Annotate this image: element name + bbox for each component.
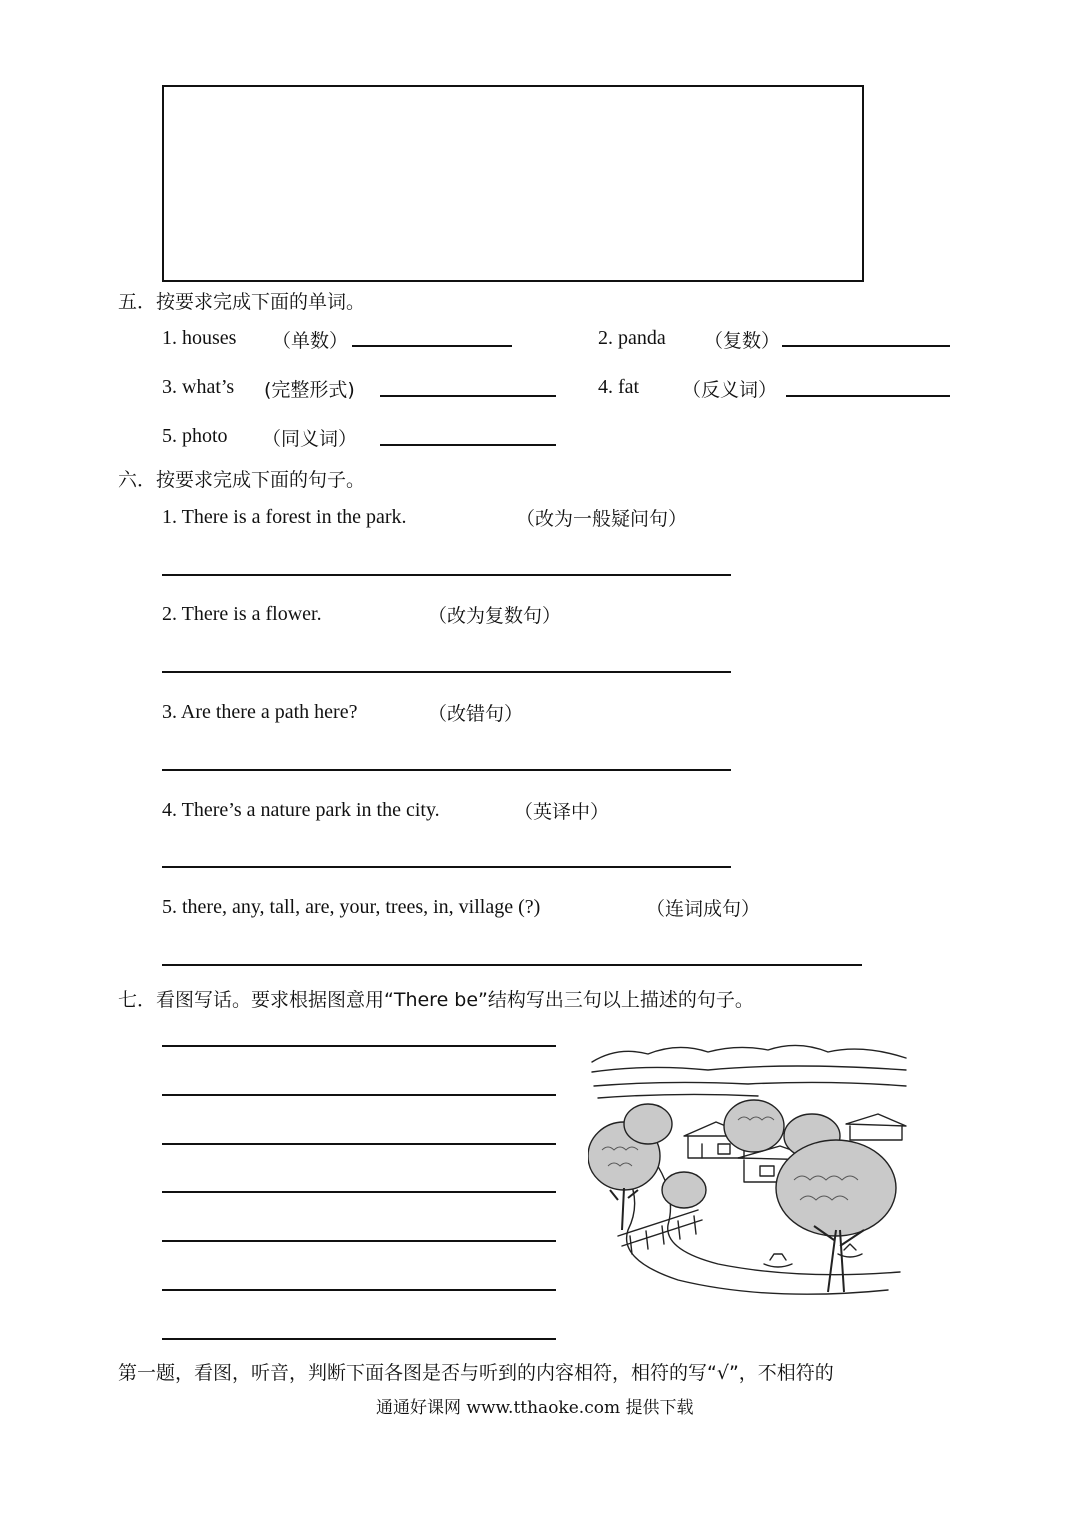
section-7-heading: 七．看图写话。要求根据图意用“There be”结构写出三句以上描述的句子。 xyxy=(118,989,754,1011)
s5-item-3-text: 3. what’s xyxy=(162,376,235,398)
s5-item-4-text: 4. fat xyxy=(598,376,640,398)
s6-item-1-hint: （改为一般疑问句） xyxy=(516,508,688,530)
s5-item-4-blank[interactable] xyxy=(786,395,950,397)
s5-item-1-hint: （单数） xyxy=(272,330,349,352)
s7-answer-line-6[interactable] xyxy=(162,1289,556,1291)
footer-credit: 通通好课网 www.tthaoke.com 提供下载 xyxy=(376,1398,694,1418)
s6-item-4-answer-line[interactable] xyxy=(162,866,731,868)
s7-answer-line-1[interactable] xyxy=(162,1045,556,1047)
s5-item-3-blank[interactable] xyxy=(380,395,556,397)
s5-item-2-text: 2. panda xyxy=(598,327,666,349)
s7-answer-line-7[interactable] xyxy=(162,1338,556,1340)
s6-item-5-text: 5. there, any, tall, are, your, trees, in, village (?) xyxy=(162,896,541,918)
s5-item-1-blank[interactable] xyxy=(352,345,512,347)
s7-answer-line-2[interactable] xyxy=(162,1094,556,1096)
s5-item-5-text: 5. photo xyxy=(162,425,228,447)
s7-answer-line-5[interactable] xyxy=(162,1240,556,1242)
s6-item-4-text: 4. There’s a nature park in the city. xyxy=(162,799,440,821)
section-5-heading: 五．按要求完成下面的单词。 xyxy=(118,291,366,313)
s5-item-5-blank[interactable] xyxy=(380,444,556,446)
s6-item-3-text: 3. Are there a path here? xyxy=(162,701,358,723)
answer-box xyxy=(162,85,864,282)
s6-item-3-hint: （改错句） xyxy=(428,703,524,725)
next-question-text: 第一题，看图，听音，判断下面各图是否与听到的内容相符，相符的写“√”，不相符的 xyxy=(118,1362,834,1384)
s5-item-1-text: 1. houses xyxy=(162,327,237,349)
village-park-illustration xyxy=(588,1040,910,1302)
section-6-heading: 六．按要求完成下面的句子。 xyxy=(118,469,366,491)
s6-item-3-answer-line[interactable] xyxy=(162,769,731,771)
s5-item-3-hint: (完整形式) xyxy=(264,379,355,401)
s7-answer-line-3[interactable] xyxy=(162,1143,556,1145)
s6-item-1-answer-line[interactable] xyxy=(162,574,731,576)
s5-item-2-blank[interactable] xyxy=(782,345,950,347)
s5-item-2-hint: （复数） xyxy=(704,330,781,352)
s6-item-2-hint: （改为复数句） xyxy=(428,605,562,627)
s7-answer-line-4[interactable] xyxy=(162,1191,556,1193)
s5-item-4-hint: （反义词） xyxy=(682,379,778,401)
s6-item-1-text: 1. There is a forest in the park. xyxy=(162,506,407,528)
s5-item-5-hint: （同义词） xyxy=(262,428,358,450)
s6-item-2-answer-line[interactable] xyxy=(162,671,731,673)
s6-item-5-hint: （连词成句） xyxy=(646,898,761,920)
s6-item-5-answer-line[interactable] xyxy=(162,964,862,966)
s6-item-2-text: 2. There is a flower. xyxy=(162,603,322,625)
s6-item-4-hint: （英译中） xyxy=(514,801,610,823)
